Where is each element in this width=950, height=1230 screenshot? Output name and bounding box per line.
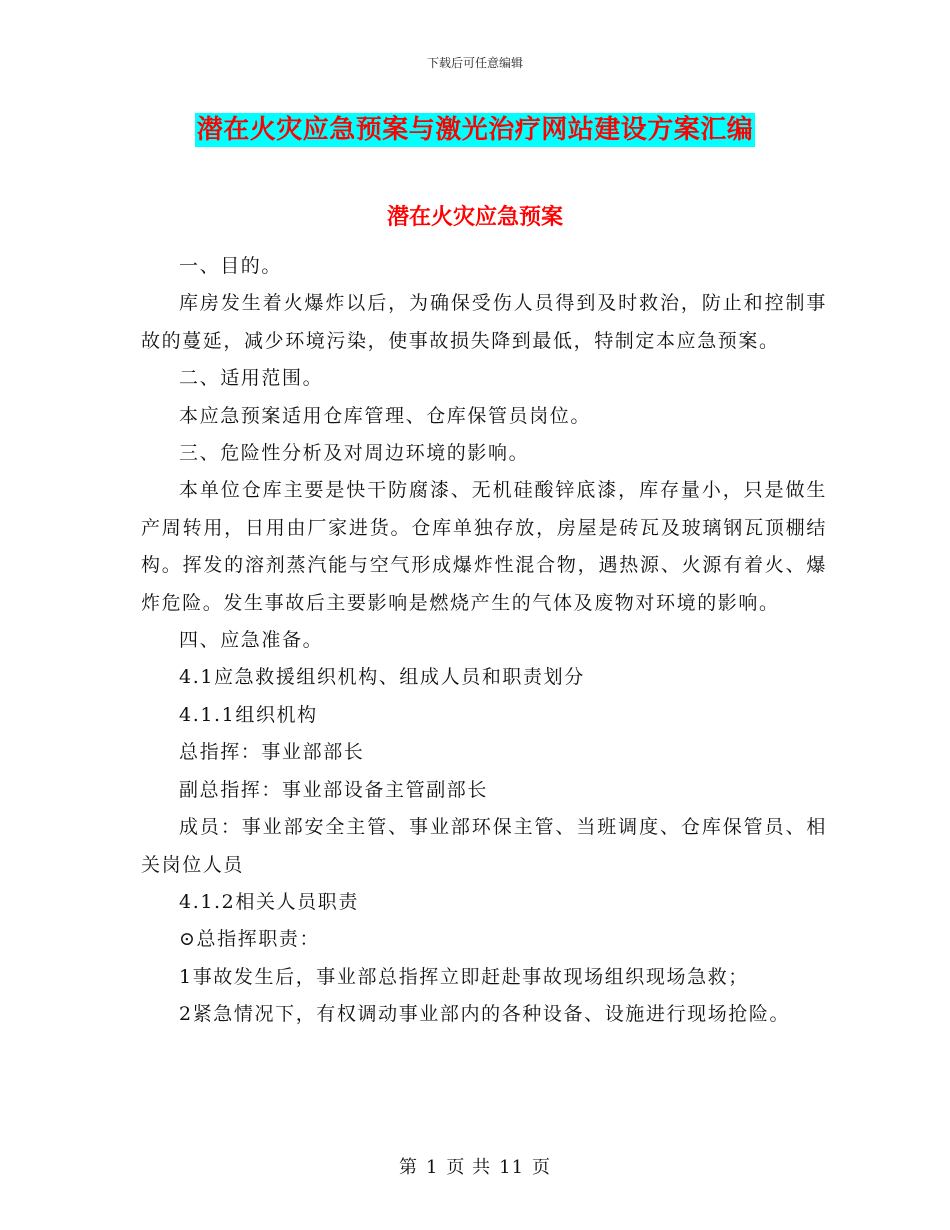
- footer-prefix: 第: [398, 1157, 418, 1178]
- paragraph: 4.1.2相关人员职责: [179, 890, 359, 913]
- paragraph: 一、目的。: [179, 255, 283, 277]
- paragraph: 本单位仓库主要是快干防腐漆、无机硅酸锌底漆，库存量小，只是做生产周转用，日用由厂家进货。仓库单独存放，房屋是砖瓦及玻璃钢瓦顶棚结构。挥发的溶剂蒸汽能与空气形成爆炸性混合物，遇热源、火源有着火、爆炸危险。发生事故后主要影响是燃烧产生的气体及废物对环境的影响。: [141, 479, 827, 614]
- page-footer: [0, 1153, 950, 1179]
- paragraph: 库房发生着火爆炸以后，为确保受伤人员得到及时救治，防止和控制事故的蔓延，减少环境污染，使事故损失降到最低，特制定本应急预案。: [141, 292, 827, 352]
- section-title: 潜在火灾应急预案: [386, 204, 563, 230]
- paragraph: 4.1应急救援组织机构、组成人员和职责划分: [179, 666, 585, 689]
- paragraph: 总指挥：事业部部长: [179, 741, 365, 764]
- paragraph: 副总指挥：事业部设备主管副部长: [179, 778, 489, 801]
- paragraph: 成员：事业部安全主管、事业部环保主管、当班调度、仓库保管员、相关岗位人员: [141, 816, 827, 876]
- paragraph: 四、应急准备。: [179, 629, 324, 652]
- document-body: [141, 248, 827, 1034]
- paragraph: 二、适用范围。: [179, 367, 324, 390]
- paragraph: 本应急预案适用仓库管理、仓库保管员岗位。: [179, 404, 592, 427]
- paragraph: 4.1.1组织机构: [179, 703, 318, 726]
- document-title: 潜在火灾应急预案与激光治疗网站建设方案汇编: [196, 115, 754, 145]
- paragraph: 1事故发生后，事业部总指挥立即赶赴事故现场组织现场急救；: [179, 965, 749, 988]
- page-total: 11: [499, 1157, 525, 1178]
- paragraph: 三、危险性分析及对周边环境的影响。: [179, 442, 530, 465]
- footer-suffix: 页: [532, 1157, 552, 1178]
- footer-mid: 页 共: [446, 1157, 492, 1178]
- paragraph: ⊙总指挥职责：: [179, 928, 321, 951]
- paragraph: 2紧急情况下，有权调动事业部内的各种设备、设施进行现场抢险。: [179, 1003, 791, 1026]
- document-title-container: [0, 113, 950, 147]
- page-number: 1: [425, 1157, 439, 1178]
- header-note: 下载后可任意编辑: [426, 56, 523, 70]
